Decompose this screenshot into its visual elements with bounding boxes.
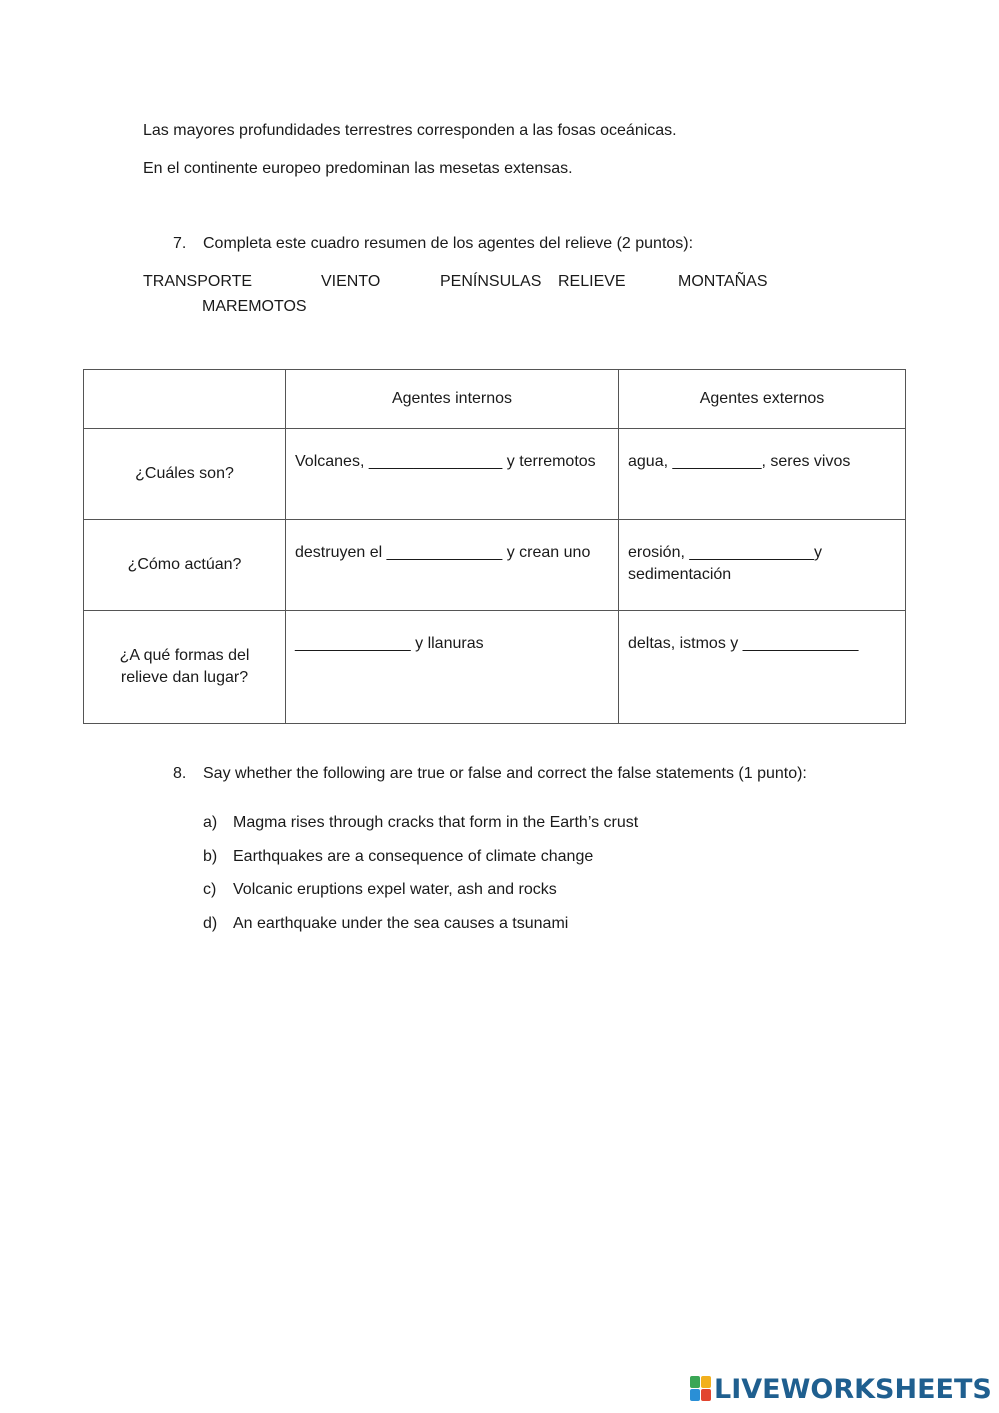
list-item-letter: c) (203, 881, 217, 898)
list-item: Earthquakes are a consequence of climate change (233, 848, 594, 865)
table-header-internos: Agentes internos (286, 370, 619, 429)
table-header-externos: Agentes externos (619, 370, 906, 429)
cell-externos[interactable]: erosión, ______________y sedimentación (619, 520, 906, 611)
statement-line: Las mayores profundidades terrestres corresponden a las fosas oceánicas. (143, 122, 677, 139)
word-bank-item: MAREMOTOS (202, 298, 307, 315)
cell-internos[interactable]: destruyen el _____________ y crean uno (286, 520, 619, 611)
question-7-number: 7. (173, 235, 187, 252)
statement-line: En el continente europeo predominan las mesetas extensas. (143, 160, 573, 177)
list-item-letter: d) (203, 915, 218, 932)
list-item-letter: a) (203, 814, 218, 831)
question-8-number: 8. (173, 765, 187, 782)
question-7-text: Completa este cuadro resumen de los agentes del relieve (2 puntos): (203, 235, 694, 252)
table-row (84, 611, 906, 724)
logo-blocks-icon (690, 1376, 712, 1402)
table-header-empty (84, 370, 286, 429)
list-item: An earthquake under the sea causes a tsunami (233, 915, 569, 932)
cell-internos[interactable]: _____________ y llanuras (286, 611, 619, 724)
list-item-letter: b) (203, 848, 218, 865)
question-8-text: Say whether the following are true or false and correct the false statements (1 punto): (203, 765, 807, 782)
table-header-row (84, 370, 906, 429)
cell-externos[interactable]: deltas, istmos y _____________ (619, 611, 906, 724)
list-item: Volcanic eruptions expel water, ash and rocks (233, 881, 557, 898)
cell-externos[interactable]: agua, __________, seres vivos (619, 429, 906, 520)
row-label: ¿A qué formas del relieve dan lugar? (84, 611, 286, 724)
word-bank-item: MONTAÑAS (678, 273, 768, 290)
cell-internos[interactable]: Volcanes, _______________ y terremotos (286, 429, 619, 520)
logo-text: LIVEWORKSHEETS (714, 1373, 992, 1405)
table-row (84, 429, 906, 520)
word-bank-item: VIENTO (321, 273, 381, 290)
liveworksheets-logo (690, 1373, 992, 1405)
word-bank-item: PENÍNSULAS (440, 273, 542, 290)
table-row (84, 520, 906, 611)
relief-agents-table (83, 369, 906, 724)
row-label: ¿Cuáles son? (84, 429, 286, 520)
list-item: Magma rises through cracks that form in the Earth’s crust (233, 814, 639, 831)
row-label: ¿Cómo actúan? (84, 520, 286, 611)
word-bank-item: RELIEVE (558, 273, 626, 290)
word-bank-item: TRANSPORTE (143, 273, 253, 290)
